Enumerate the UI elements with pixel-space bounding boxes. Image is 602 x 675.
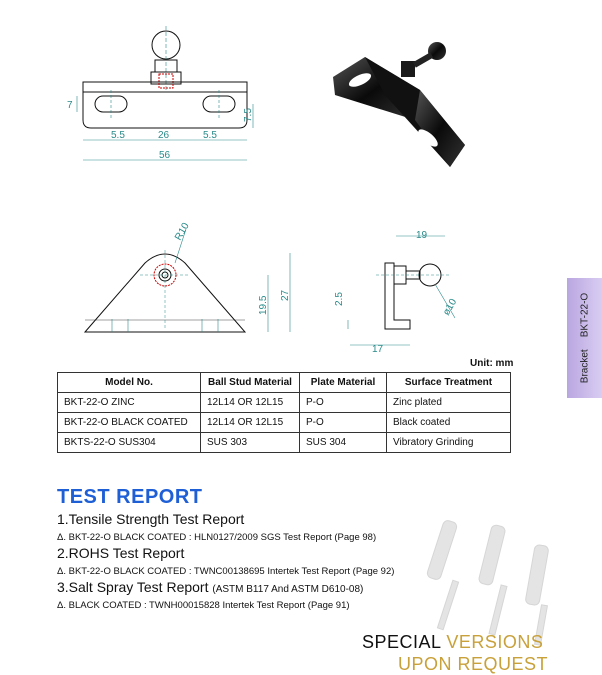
table-row [58, 433, 511, 453]
tab-model: BKT-22-O [579, 292, 590, 338]
report-detail-tensile: Δ. BKT-22-O BLACK COATED : HLN0127/2009 SGS Test Report (Page 98) [57, 532, 377, 543]
side-category-tab [567, 278, 602, 398]
dim-27: 27 [280, 289, 291, 301]
report-heading-salt-spray: 3.Salt Spray Test Report (ASTM B117 And ASTM D610-08) [57, 579, 364, 595]
report-detail-salt-spray: Δ. BLACK COATED : TWNH00015828 Intertek Test Report (Page 91) [57, 600, 350, 611]
dim-26: 26 [158, 130, 170, 141]
unit-label: Unit: mm [470, 358, 514, 369]
report-heading-tensile: 1.Tensile Strength Test Report [57, 511, 245, 527]
dim-7-5: 7.5 [243, 108, 254, 122]
table-row [58, 413, 511, 433]
special-word: SPECIAL [362, 632, 441, 652]
upon-request-line: UPON REQUEST [398, 654, 549, 674]
special-versions-line [362, 632, 543, 653]
dim-phi10: ø10 [441, 297, 460, 318]
spec-table [57, 372, 511, 453]
versions-word: VERSIONS [446, 632, 544, 652]
table-header-row [58, 373, 511, 393]
dim-7: 7 [67, 100, 73, 111]
tab-category: Bracket [579, 349, 590, 384]
cell-ball-stud: 12L14 OR 12L15 [201, 393, 300, 413]
report-heading-salt-spray-standard: (ASTM B117 And ASTM D610-08) [212, 584, 364, 595]
dim-2-5: 2.5 [334, 292, 345, 306]
header-surface-treatment: Surface Treatment [387, 373, 511, 393]
front-view-drawing [80, 215, 305, 345]
dim-r10: R10 [173, 221, 192, 243]
cell-ball-stud: SUS 303 [201, 433, 300, 453]
header-ball-stud-material: Ball Stud Material [201, 373, 300, 393]
dim-19-5: 19.5 [258, 295, 269, 315]
cell-model: BKTS-22-O SUS304 [58, 433, 201, 453]
cell-model: BKT-22-O ZINC [58, 393, 201, 413]
dim-19: 19 [416, 230, 428, 241]
report-detail-rohs: Δ. BKT-22-O BLACK COATED : TWNC00138695 Intertek Test Report (Page 92) [57, 566, 395, 577]
dim-5-5-left: 5.5 [111, 130, 125, 141]
table-row [58, 393, 511, 413]
bracket-product-photo [325, 35, 475, 175]
cell-ball-stud: 12L14 OR 12L15 [201, 413, 300, 433]
cell-plate: P-O [300, 393, 387, 413]
dim-56: 56 [159, 150, 171, 161]
cell-model: BKT-22-O BLACK COATED [58, 413, 201, 433]
dim-5-5-right: 5.5 [203, 130, 217, 141]
header-plate-material: Plate Material [300, 373, 387, 393]
dim-17: 17 [372, 344, 384, 355]
side-view-drawing [330, 228, 480, 358]
report-heading-rohs: 2.ROHS Test Report [57, 545, 185, 561]
cell-plate: P-O [300, 413, 387, 433]
top-view-drawing [55, 20, 255, 180]
cell-plate: SUS 304 [300, 433, 387, 453]
cell-surface: Vibratory Grinding [387, 433, 511, 453]
test-report-title: TEST REPORT [57, 486, 203, 508]
cell-surface: Black coated [387, 413, 511, 433]
gas-spring-watermark [405, 510, 595, 650]
cell-surface: Zinc plated [387, 393, 511, 413]
header-model-no: Model No. [58, 373, 201, 393]
